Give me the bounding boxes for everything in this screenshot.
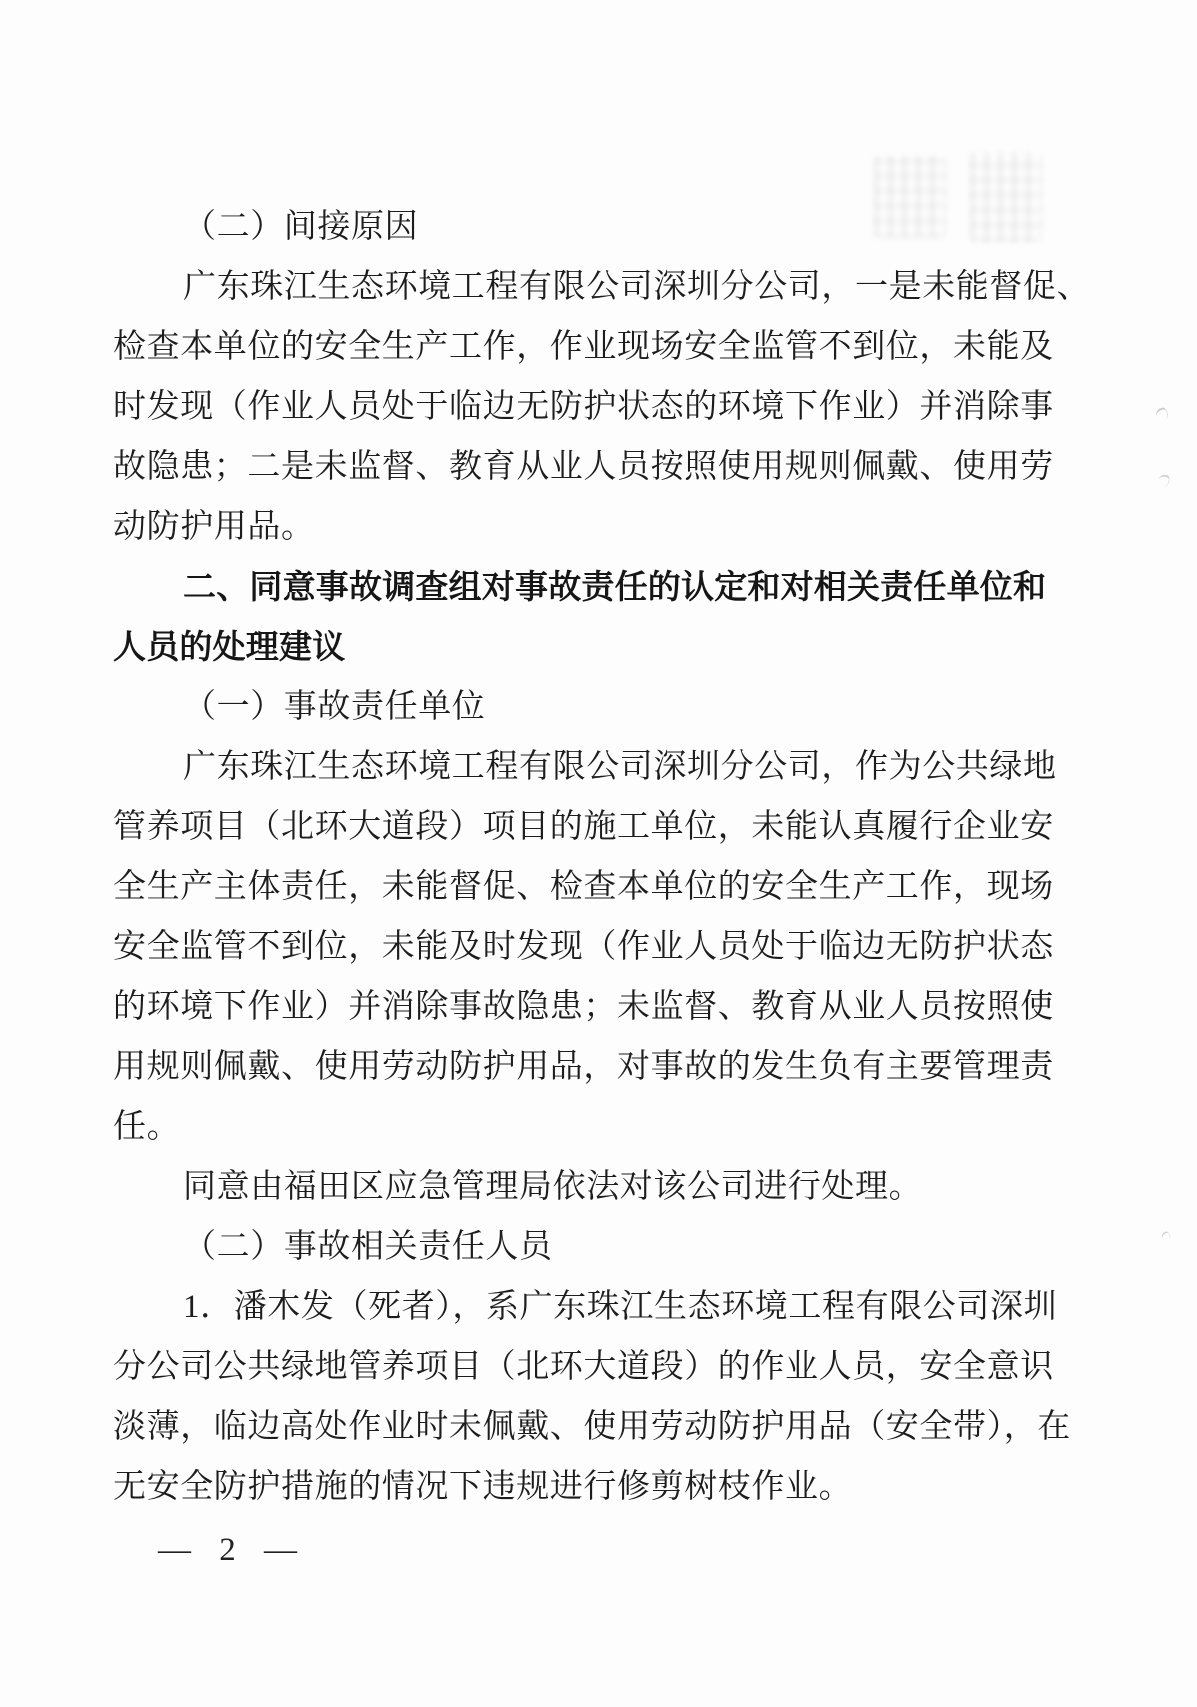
text-line: 管养项目（北环大道段）项目的施工单位，未能认真履行企业安 <box>113 809 1054 845</box>
text-line: 动防护用品。 <box>113 509 315 545</box>
section-heading-responsible-persons: （二）事故相关责任人员 <box>183 1229 553 1265</box>
scan-speck <box>1154 406 1169 422</box>
chapter-heading-line: 人员的处理建议 <box>113 628 346 665</box>
scan-speck <box>1158 474 1171 487</box>
section-heading-responsible-unit: （一）事故责任单位 <box>183 689 486 725</box>
text-line: 全生产主体责任，未能督促、检查本单位的安全生产工作，现场 <box>113 869 1054 905</box>
text-line: 的环境下作业）并消除事故隐患；未监督、教育从业人员按照使 <box>113 989 1054 1025</box>
page-number: — 2 — <box>158 1532 307 1568</box>
text-line: 时发现（作业人员处于临边无防护状态的环境下作业）并消除事 <box>113 389 1054 425</box>
text-line: 任。 <box>113 1109 181 1145</box>
text-line: 检查本单位的安全生产工作，作业现场安全监管不到位，未能及 <box>113 329 1054 365</box>
document-text-block <box>113 197 1091 1517</box>
text-line: 1．潘木发（死者），系广东珠江生态环境工程有限公司深圳 <box>183 1289 1058 1325</box>
text-line: 无安全防护措施的情况下违规进行修剪树枝作业。 <box>113 1469 853 1505</box>
chapter-heading-line: 二、同意事故调查组对事故责任的认定和对相关责任单位和 <box>183 568 1047 605</box>
section-heading-indirect-causes: （二）间接原因 <box>183 209 419 245</box>
text-line: 广东珠江生态环境工程有限公司深圳分公司，作为公共绿地 <box>183 749 1057 785</box>
scan-speck <box>1160 1230 1172 1242</box>
text-line: 淡薄，临边高处作业时未佩戴、使用劳动防护用品（安全带），在 <box>113 1409 1071 1445</box>
text-line: 故隐患；二是未监督、教育从业人员按照使用规则佩戴、使用劳 <box>113 449 1054 485</box>
text-line: 广东珠江生态环境工程有限公司深圳分公司，一是未能督促、 <box>183 269 1091 305</box>
text-line: 同意由福田区应急管理局依法对该公司进行处理。 <box>183 1169 923 1205</box>
text-line: 分公司公共绿地管养项目（北环大道段）的作业人员，安全意识 <box>113 1349 1054 1385</box>
text-line: 安全监管不到位，未能及时发现（作业人员处于临边无防护状态 <box>113 929 1054 965</box>
text-line: 用规则佩戴、使用劳动防护用品，对事故的发生负有主要管理责 <box>113 1049 1054 1085</box>
